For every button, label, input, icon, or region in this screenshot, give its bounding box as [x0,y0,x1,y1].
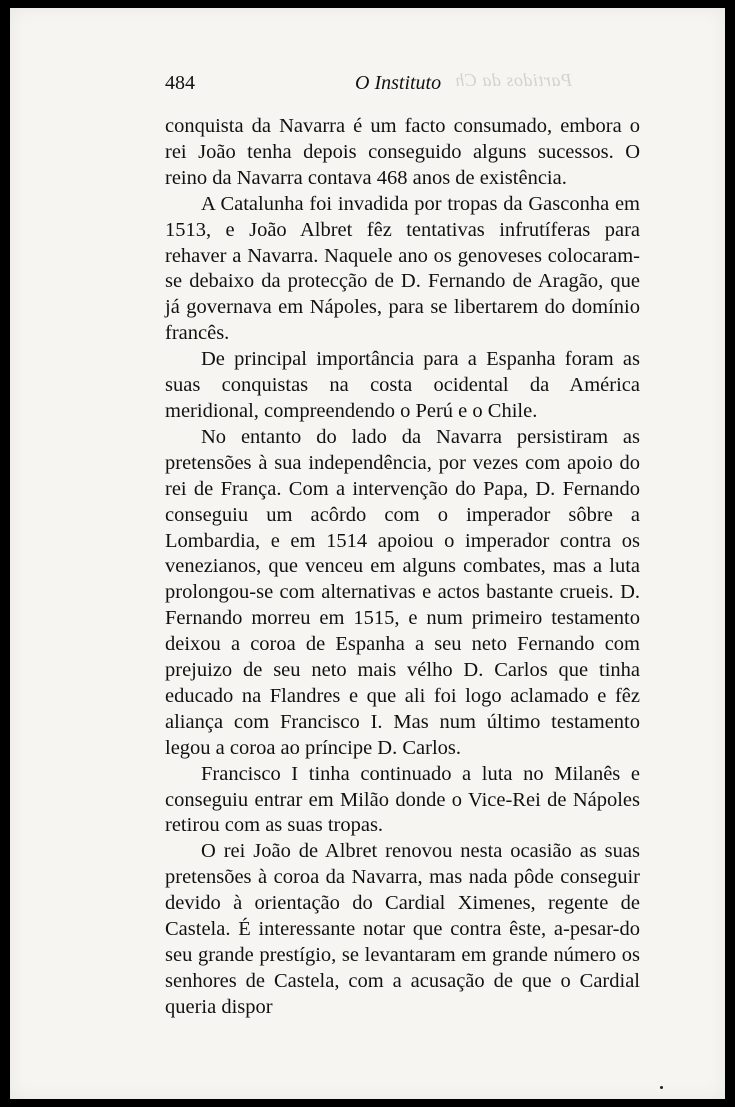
ink-speck [660,1086,663,1089]
paragraph: De principal importância para a Espanha foram as suas conquistas na costa ocidental da América meridional, compreendendo o Perú e o Chile. [165,348,640,422]
page-header [165,72,640,98]
running-head: O Instituto [355,72,442,94]
body-text [165,114,640,1021]
paragraph: No entanto do lado da Navarra persistiram as pretensões à sua independência, por vezes com apoio do rei de França. Com a intervenção do Papa, D. Fernando conseguiu um acôrdo com o imperador sôbre a Lombardia, e em 1514 apoiou o imperador contra os venezianos, que venceu em alguns combates, mas a luta prolongou-se com alternativas e actos bastante crueis. D. Fernando morreu em 1515, e num primeiro testamento deixou a coroa de Espanha a seu neto Fernando com prejuizo de seu neto mais vélho D. Carlos que tinha educado na Flandres e que ali foi logo aclamado e fêz aliança com Francisco I. Mas num último testamento legou a coroa ao príncipe D. Carlos. [165,425,640,759]
bleed-through-text: Partidos da Ch [455,70,573,90]
page-number: 484 [165,72,195,94]
paragraph: Francisco I tinha continuado a luta no Milanês e conseguiu entrar em Milão donde o Vice-Rei de Nápoles retirou com as suas tropas. [165,762,640,837]
paragraph: conquista da Navarra é um facto consumado, embora o rei João tenha depois conseguido alguns sucessos. O reino da Navarra contava 468 anos de existência. [165,115,640,189]
paragraph: A Catalunha foi invadida por tropas da Gasconha em 1513, e João Albret fêz tentativas infrutíferas para rehaver a Navarra. Naquele ano os genoveses colocaram-se debaixo da protecção de D. Fernando de Aragão, que já governava em Nápoles, para se libertarem do domínio francês. [165,192,640,345]
paragraph: O rei João de Albret renovou nesta ocasião as suas pretensões à coroa da Navarra, mas nada pôde conseguir devido à orientação do Cardial Ximenes, regente de Castela. É interessante notar que contra êste, a-pesar-do seu grande prestígio, se levantaram em grande número os senhores de Castela, com a acusação de que o Cardial queria dispor [165,840,640,1018]
